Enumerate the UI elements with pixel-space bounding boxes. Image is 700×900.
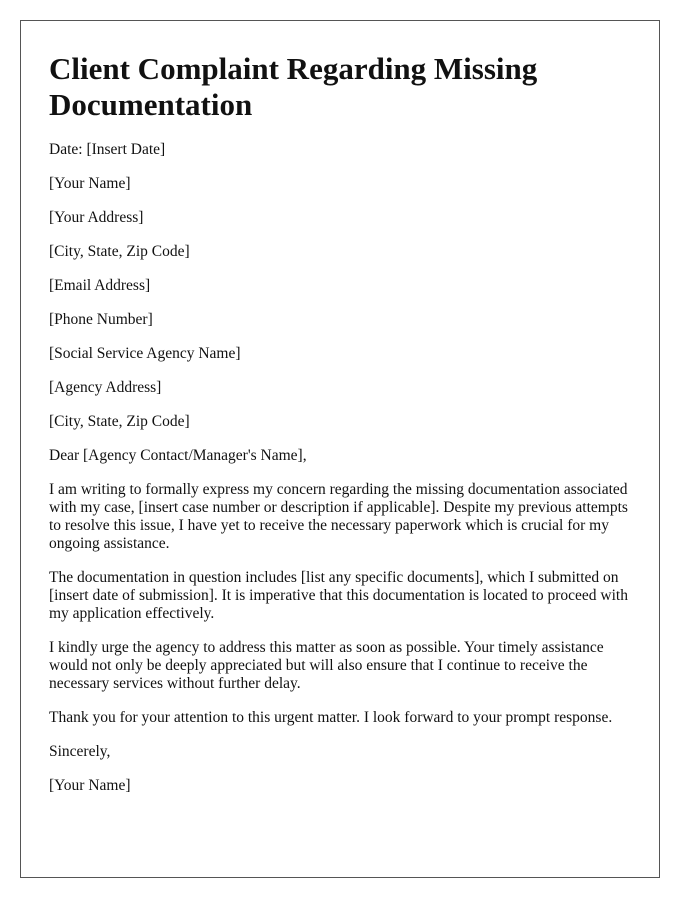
sender-email: [Email Address]	[49, 277, 151, 294]
body-paragraph-2: The documentation in question includes [list any specific documents], which I submitted on [insert date of submission]. It is imperative that this documentation is located to proceed with my application effectively.	[49, 569, 628, 622]
sender-phone: [Phone Number]	[49, 311, 153, 328]
letter-page	[20, 20, 660, 878]
recipient-agency-address: [Agency Address]	[49, 379, 162, 396]
letter-content	[49, 51, 639, 811]
sender-address: [Your Address]	[49, 209, 144, 226]
closing: Sincerely,	[49, 743, 111, 760]
body-paragraph-3: I kindly urge the agency to address this matter as soon as possible. Your timely assistance would not only be deeply appreciated but will also ensure that I continue to receive the necessary services without further delay.	[49, 639, 604, 692]
recipient-city-state-zip: [City, State, Zip Code]	[49, 413, 190, 430]
sender-city-state-zip: [City, State, Zip Code]	[49, 243, 190, 260]
body-paragraph-1: I am writing to formally express my concern regarding the missing documentation associated with my case, [insert case number or description if applicable]. Despite my previous attempts to resolve this issue, I have yet to receive the necessary paperwork which is crucial for my ongoing assistance.	[49, 481, 628, 552]
signature: [Your Name]	[49, 777, 131, 794]
date-line: Date: [Insert Date]	[49, 141, 166, 158]
sender-name: [Your Name]	[49, 175, 131, 192]
recipient-agency-name: [Social Service Agency Name]	[49, 345, 241, 362]
salutation: Dear [Agency Contact/Manager's Name],	[49, 447, 307, 464]
letter-title: Client Complaint Regarding Missing Documentation	[49, 51, 538, 122]
body-paragraph-4: Thank you for your attention to this urgent matter. I look forward to your prompt response.	[49, 709, 613, 726]
